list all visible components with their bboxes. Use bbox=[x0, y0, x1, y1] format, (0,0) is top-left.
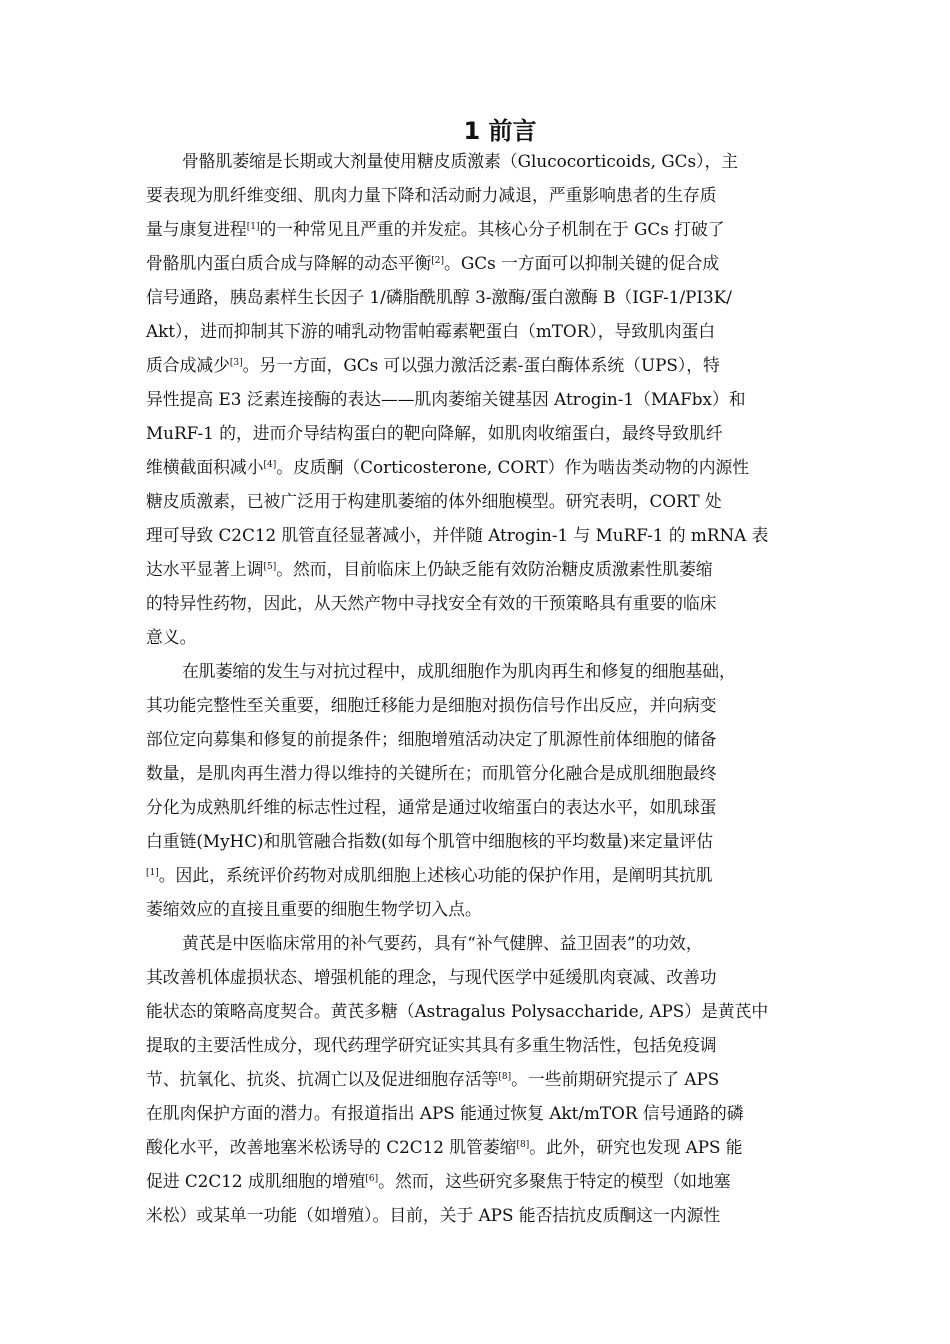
text-run: 其改善机体虚损状态、增强机能的理念，与现代医学中延缓肌肉衰减、改善功 bbox=[146, 967, 717, 987]
paragraph bbox=[146, 654, 811, 926]
text-line bbox=[146, 654, 811, 688]
text-run: 白重链(MyHC)和肌管融合指数(如每个肌管中细胞核的平均数量)来定量评估 bbox=[146, 831, 713, 851]
text-run: 维横截面积减小 bbox=[146, 457, 264, 477]
text-line bbox=[146, 212, 811, 246]
text-line bbox=[146, 1062, 811, 1096]
text-run: 的一种常见且严重的并发症。其核心分子机制在于 GCs 打破了 bbox=[259, 219, 725, 239]
text-line bbox=[146, 620, 811, 654]
text-line bbox=[146, 892, 811, 926]
text-run: 提取的主要活性成分，现代药理学研究证实其具有多重生物活性，包括免疫调 bbox=[146, 1035, 717, 1055]
paragraph bbox=[146, 144, 811, 654]
text-run: 信号通路，胰岛素样生长因子 1/磷脂酰肌醇 3-激酶/蛋白激酶 B（IGF-1/PI3K/ bbox=[146, 287, 732, 307]
text-run: 异性提高 E3 泛素连接酶的表达——肌肉萎缩关键基因 Atrogin-1（MAFbx）和 bbox=[146, 389, 746, 409]
text-run: 。GCs 一方面可以抑制关键的促合成 bbox=[444, 253, 720, 273]
text-run: 骨骼肌萎缩是长期或大剂量使用糖皮质激素（Glucocorticoids, GCs），主 bbox=[182, 151, 739, 171]
text-run: 。然而，这些研究多聚焦于特定的模型（如地塞 bbox=[378, 1171, 731, 1191]
text-run: 达水平显著上调 bbox=[146, 559, 264, 579]
text-run: 萎缩效应的直接且重要的细胞生物学切入点。 bbox=[146, 899, 482, 919]
text-line bbox=[146, 314, 811, 348]
text-run: 数量，是肌肉再生潜力得以维持的关键所在；而肌管分化融合是成肌细胞最终 bbox=[146, 763, 717, 783]
text-run: 部位定向募集和修复的前提条件；细胞增殖活动决定了肌源性前体细胞的储备 bbox=[146, 729, 717, 749]
text-run: 分化为成熟肌纤维的标志性过程，通常是通过收缩蛋白的表达水平，如肌球蛋 bbox=[146, 797, 717, 817]
text-run: 能状态的策略高度契合。黄芪多糖（Astragalus Polysaccharide, APS）是黄芪中 bbox=[146, 1001, 769, 1021]
text-line bbox=[146, 1130, 811, 1164]
citation: [6] bbox=[365, 1174, 379, 1184]
text-run: 量与康复进程 bbox=[146, 219, 247, 239]
text-run: 意义。 bbox=[146, 627, 197, 647]
text-run: 质合成减少 bbox=[146, 355, 230, 375]
text-run: 酸化水平，改善地塞米松诱导的 C2C12 肌管萎缩 bbox=[146, 1137, 517, 1157]
text-run: 在肌肉保护方面的潜力。有报道指出 APS 能通过恢复 Akt/mTOR 信号通路的磷 bbox=[146, 1103, 744, 1123]
text-line bbox=[146, 1198, 811, 1232]
citation: [8] bbox=[516, 1140, 530, 1150]
text-line bbox=[146, 960, 811, 994]
text-line bbox=[146, 246, 811, 280]
citation: [1] bbox=[246, 222, 260, 232]
text-run: 米松）或某单一功能（如增殖）。目前，关于 APS 能否拮抗皮质酮这一内源性 bbox=[146, 1205, 721, 1225]
text-line bbox=[146, 348, 811, 382]
citation: [1] bbox=[146, 868, 159, 878]
text-run: 节、抗氧化、抗炎、抗凋亡以及促进细胞存活等 bbox=[146, 1069, 499, 1089]
text-line bbox=[146, 280, 811, 314]
citation: [4] bbox=[263, 460, 277, 470]
text-run: 。此外，研究也发现 APS 能 bbox=[529, 1137, 743, 1157]
citation: [5] bbox=[263, 562, 277, 572]
text-run: 糖皮质激素，已被广泛用于构建肌萎缩的体外细胞模型。研究表明，CORT 处 bbox=[146, 491, 722, 511]
body-text bbox=[146, 144, 811, 1232]
citation: [8] bbox=[498, 1072, 512, 1082]
section-heading: 1 前言 bbox=[463, 117, 537, 145]
text-line bbox=[146, 178, 811, 212]
text-run: 黄芪是中医临床常用的补气要药，具有“补气健脾、益卫固表”的功效， bbox=[182, 933, 703, 953]
text-run: 。皮质酮（Corticosterone, CORT）作为啮齿类动物的内源性 bbox=[276, 457, 750, 477]
text-line bbox=[146, 416, 811, 450]
text-line bbox=[146, 722, 811, 756]
text-line bbox=[146, 756, 811, 790]
text-run: 在肌萎缩的发生与对抗过程中，成肌细胞作为肌肉再生和修复的细胞基础， bbox=[182, 661, 736, 681]
text-line bbox=[146, 790, 811, 824]
text-line bbox=[146, 926, 811, 960]
text-run: 理可导致 C2C12 肌管直径显著减小，并伴随 Atrogin-1 与 MuRF-1 的 mRNA 表 bbox=[146, 525, 769, 545]
text-run: 要表现为肌纤维变细、肌肉力量下降和活动耐力减退，严重影响患者的生存质 bbox=[146, 185, 717, 205]
text-run: 。因此，系统评价药物对成肌细胞上述核心功能的保护作用，是阐明其抗肌 bbox=[158, 865, 713, 885]
text-line bbox=[146, 994, 811, 1028]
text-run: 骨骼肌内蛋白质合成与降解的动态平衡 bbox=[146, 253, 432, 273]
text-line bbox=[146, 1096, 811, 1130]
paragraph bbox=[146, 926, 811, 1232]
text-line bbox=[146, 824, 811, 858]
text-run: 。然而，目前临床上仍缺乏能有效防治糖皮质激素性肌萎缩 bbox=[276, 559, 713, 579]
citation: [3] bbox=[229, 358, 243, 368]
text-line bbox=[146, 484, 811, 518]
text-run: MuRF-1 的，进而介导结构蛋白的靶向降解，如肌肉收缩蛋白，最终导致肌纤 bbox=[146, 423, 723, 443]
text-run: 促进 C2C12 成肌细胞的增殖 bbox=[146, 1171, 366, 1191]
text-line bbox=[146, 1028, 811, 1062]
text-line bbox=[146, 688, 811, 722]
text-run: 其功能完整性至关重要，细胞迁移能力是细胞对损伤信号作出反应，并向病变 bbox=[146, 695, 717, 715]
text-line bbox=[146, 586, 811, 620]
text-line bbox=[146, 1164, 811, 1198]
text-line bbox=[146, 450, 811, 484]
text-line bbox=[146, 552, 811, 586]
text-line bbox=[146, 382, 811, 416]
text-run: Akt），进而抑制其下游的哺乳动物雷帕霉素靶蛋白（mTOR），导致肌肉蛋白 bbox=[146, 321, 716, 341]
text-run: 。另一方面，GCs 可以强力激活泛素-蛋白酶体系统（UPS），特 bbox=[242, 355, 720, 375]
citation: [2] bbox=[431, 256, 445, 266]
text-line bbox=[146, 144, 811, 178]
text-line bbox=[146, 858, 811, 892]
text-run: 的特异性药物，因此，从天然产物中寻找安全有效的干预策略具有重要的临床 bbox=[146, 593, 717, 613]
text-line bbox=[146, 518, 811, 552]
text-run: 。一些前期研究提示了 APS bbox=[511, 1069, 720, 1089]
